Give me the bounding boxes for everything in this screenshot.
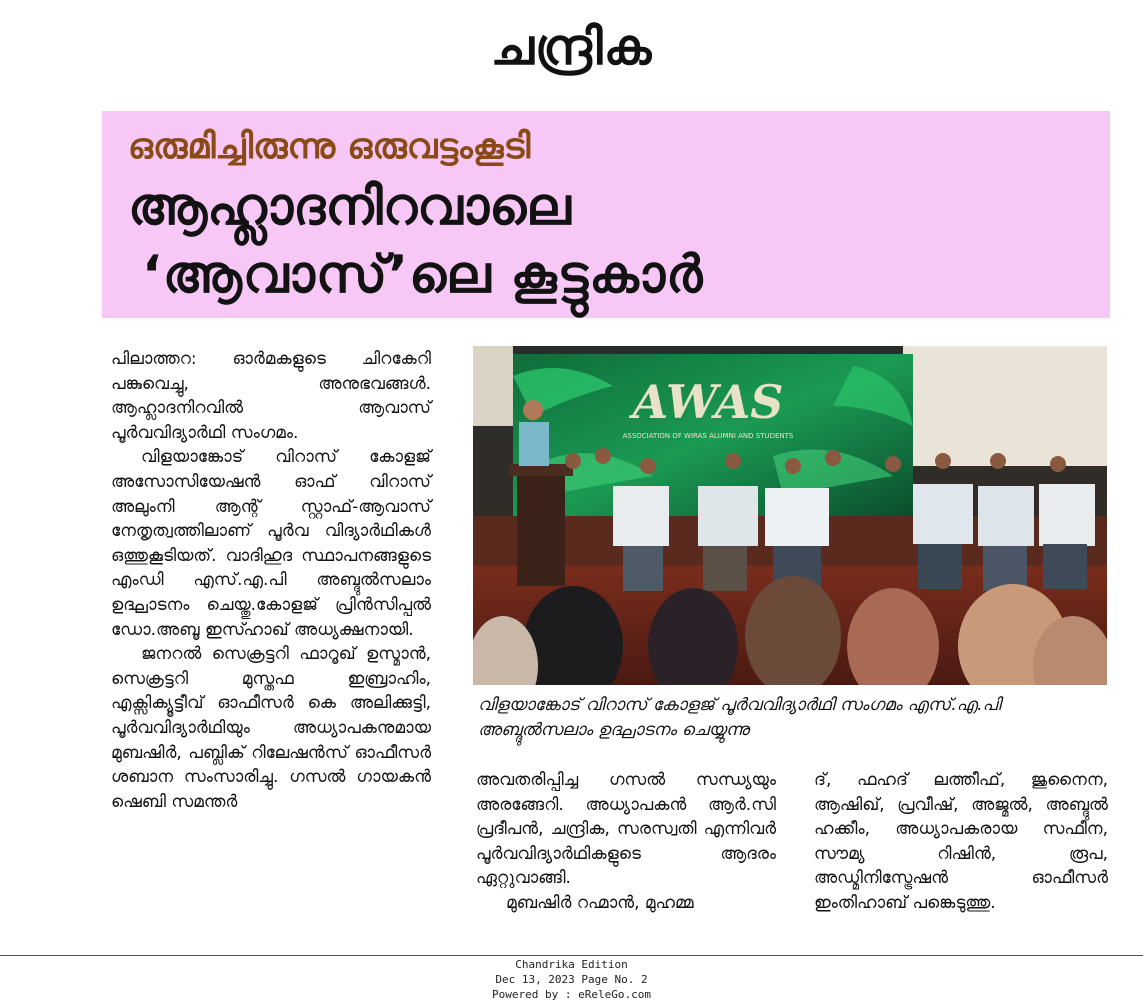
article-paragraph: വിളയാങ്കോട് വിറാസ് കോളജ് അസോസിയേഷൻ ഓഫ് വിറാസ് അലുംനി ആന്റ് സ്റ്റാഫ്-ആവാസ് നേതൃത്വത്തിലാണ് പൂർവ വിദ്യാർഥികൾ ഒത്തുകൂടിയത്. വാദിഹുദ സ്ഥാപനങ്ങളുടെ എംഡി എസ്.എ.പി അബ്ദുൽസലാം ഉദ്ഘാടനം ചെയ്തു.കോളജ് പ്രിൻസിപ്പൽ ഡോ.അബൂ ഇസ്ഹാഖ് അധ്യക്ഷനായി. bbox=[111, 447, 431, 640]
masthead-logo: ചന്ദ്രിക bbox=[490, 18, 653, 76]
event-photo bbox=[473, 346, 1107, 685]
headline-kicker: ഒരുമിച്ചിരുന്നു ഒരുവട്ടംകൂടി bbox=[128, 127, 531, 167]
article-paragraph: ദ്, ഫഹദ് ലത്തീഫ്, ജുനൈന, ആഷിഖ്, പ്രവീഷ്, അജ്മൽ, അബ്ദുൽ ഹക്കീം, അധ്യാപകരായ സഫീന, സൗമ്യ റിഷിൻ, രൂപ, അഡ്മിനിസ്ട്രേഷൻ ഓഫീസർ ഇംതിഹാബ് പങ്കെടുത്തു. bbox=[814, 770, 1108, 913]
footer-divider bbox=[0, 955, 1143, 956]
article-paragraph: മുബഷിർ റഹ്മാൻ, മുഹമ്മ bbox=[506, 892, 694, 913]
banner-title: AWAS bbox=[632, 375, 784, 429]
article-paragraph: ജനറൽ സെക്രട്ടറി ഫാറൂഖ് ഉസ്മാൻ, സെക്രട്ടറി മുസ്തഫ ഇബ്രാഹിം, എക്സിക്യൂട്ടീവ് ഓഫീസർ കെ അലിക്കുട്ടി, പൂർവവിദ്യാർഥിയും അധ്യാപകനുമായ മുബഷിർ, പബ്ലിക് റിലേഷൻസ് ഓഫീസർ ശബാന സംസാരിച്ചു. ഗസൽ ഗായകൻ ഷെബി സമന്തർ bbox=[111, 644, 431, 812]
article-column-2 bbox=[476, 768, 776, 916]
footer-date-page: Dec 13, 2023 Page No. 2 bbox=[495, 973, 648, 986]
article-paragraph: അവതരിപ്പിച്ച ഗസൽ സന്ധ്യയും അരങ്ങേറി. അധ്യാപകൻ ആർ.സി പ്രദീപൻ, ചന്ദ്രിക, സരസ്വതി എന്നിവർ പൂർവവിദ്യാർഥികളുടെ ആദരം ഏറ്റുവാങ്ങി. bbox=[476, 770, 776, 889]
banner-subtitle: ASSOCIATION OF WIRAS ALUMNI AND STUDENTS bbox=[622, 432, 794, 440]
photo-caption bbox=[478, 693, 1110, 743]
caption-line-1: വിളയാങ്കോട് വിറാസ് കോളജ് പൂർവവിദ്യാർഥി സംഗമം എസ്.എ.പി bbox=[478, 695, 1001, 715]
article-paragraph: പിലാത്തറ: ഓർമകളുടെ ചിറകേറി പങ്കുവെച്ചു, അനുഭവങ്ങൾ. ആഹ്ലാദനിറവിൽ ആവാസ് പൂർവവിദ്യാർഥി സംഗമം. bbox=[111, 349, 431, 443]
article-column-3 bbox=[814, 768, 1108, 916]
headline-line-2: ‘ആവാസ്’ലെ കൂട്ടുകാർ bbox=[142, 245, 704, 305]
headline-box bbox=[102, 111, 1110, 318]
footer-edition: Chandrika Edition bbox=[515, 958, 628, 971]
caption-line-2: അബ്ദുൽസലാം ഉദ്ഘാടനം ചെയ്യുന്നു bbox=[478, 720, 750, 740]
page-footer bbox=[0, 957, 1143, 1002]
footer-powered-by: Powered by : eReleGo.com bbox=[492, 988, 651, 1001]
headline-line-1: ആഹ്ലാദനിറവാലെ bbox=[128, 177, 571, 237]
article-column-1 bbox=[111, 347, 431, 814]
